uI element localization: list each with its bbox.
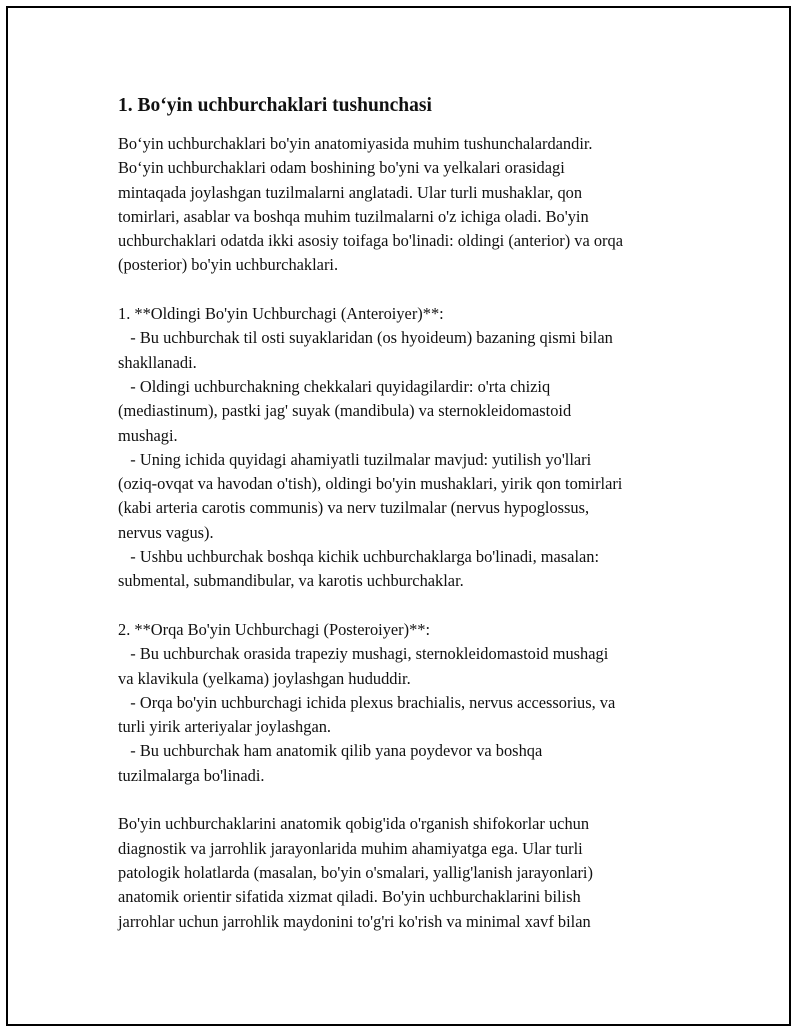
document-body (118, 90, 698, 934)
section-heading: 1. Bo‘yin uchburchaklari tushunchasi (118, 95, 432, 116)
intro-paragraph: Bo‘yin uchburchaklari bo'yin anatomiyasida muhim tushunchalardandir. Bo‘yin uchburchaklari odam boshining bo'yni va yelkalari orasidagi mintaqada joylashgan tuzilmalarni anglatadi. Ular turli mushaklar, qon tomirlari, asablar va boshqa muhim tuzilmalarni o'z ichiga oladi. Bo'yin uchburchaklari odatda ikki asosiy toifaga bo'linadi: oldingi (anterior) va orqa (posterior) bo'yin uchburchaklari. (118, 134, 623, 275)
closing-paragraph: Bo'yin uchburchaklarini anatomik qobig'ida o'rganish shifokorlar uchun diagnostik va jarrohlik jarayonlarida muhim ahamiyatga ega. Ular turli patologik holatlarda (masalan, bo'yin o'smalari, yallig'lanish jarayonlari) anatomik orientir sifatida xizmat qiladi. Bo'yin uchburchaklarini bilish jarrohlar uchun jarrohlik maydonini to'g'ri ko'rish va minimal xavf bilan (118, 814, 593, 931)
anterior-triangle-section: 1. **Oldingi Bo'yin Uchburchagi (Anteroiyer)**: - Bu uchburchak til osti suyaklaridan (os hyoideum) bazaning qismi bilan shakllanadi. - Oldingi uchburchakning chekkalari quyidagilardir: o'rta chiziq (mediastinum), pastki jag' suyak (mandibula) va sternokleidomastoid mushagi. - Uning ichida quyidagi ahamiyatli tuzilmalar mavjud: yutilish yo'llari (oziq-ovqat va havodan o'tish), oldingi bo'yin mushaklari, yirik qon tomirlari (kabi arteria carotis communis) va nerv tuzilmalar (nervus hypoglossus, nervus vagus). - Ushbu uchburchak boshqa kichik uchburchaklarga bo'linadi, masalan: submental, submandibular, va karotis uchburchaklar. (118, 304, 623, 591)
posterior-triangle-section: 2. **Orqa Bo'yin Uchburchagi (Posteroiyer)**: - Bu uchburchak orasida trapeziy mushagi, sternokleidomastoid mushagi va klavikula (yelkama) joylashgan hududdir. - Orqa bo'yin uchburchagi ichida plexus brachialis, nervus accessorius, va turli yirik arteriyalar joylashgan. - Bu uchburchak ham anatomik qilib yana poydevor va boshqa tuzilmalarga bo'linadi. (118, 619, 616, 785)
